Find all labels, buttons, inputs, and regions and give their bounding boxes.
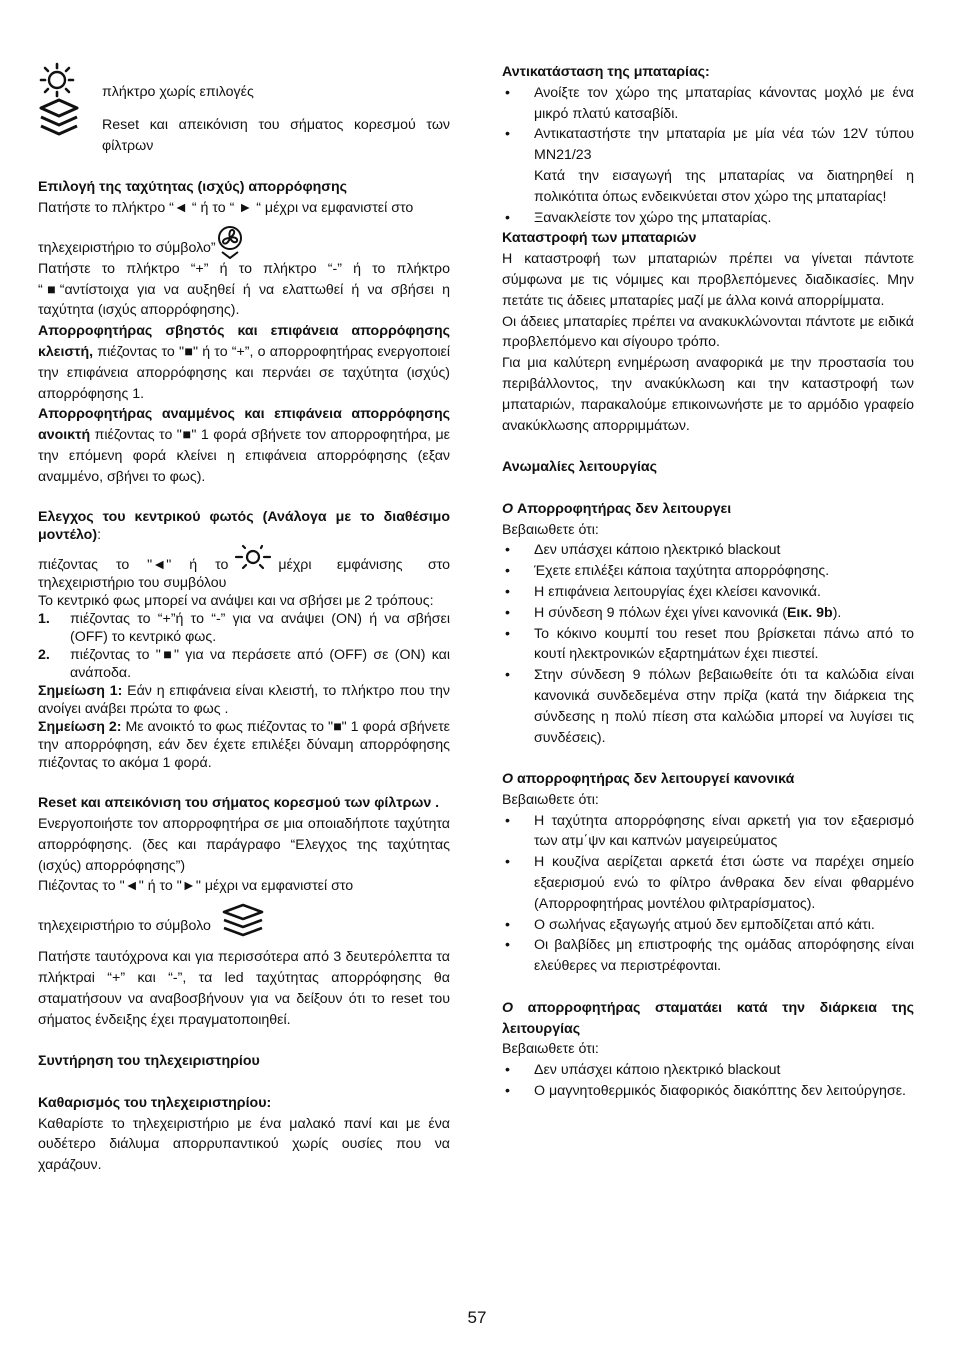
disposal-title: Καταστροφή των μπαταριών: [502, 230, 697, 247]
fault3-title: [502, 998, 914, 1040]
speed-p1b: τηλεχειριστήριο το σύμβολο”: [38, 239, 216, 256]
light-step: [38, 646, 450, 682]
title-text: απορροφητήρας δεν λειτουργεί κανονικά: [513, 771, 795, 788]
fault3-list: [502, 1060, 914, 1102]
disposal-p2: Οι άδειες μπαταρίες πρέπει να ανακυκλώνονται πάντοτε με ειδικά προβλεπόμενο και σίγουρο τρόπο.: [502, 313, 914, 351]
light-title: Ελεγχος του κεντρικού φωτός (Ανάλογα με το διαθέσιμο μοντέλο): [38, 509, 450, 544]
fault1-title: [502, 499, 914, 520]
speed-p4: πιέζοντας το "■" 1 φορά σβήνετε τον απορροφητήρα, με την επόμενη φορά κλείνει η επιφάνεια απορρόφησης (εξαν αναμμένο, σβήνει το φως).: [38, 427, 450, 485]
battery-steps-end: [502, 208, 914, 229]
light-p1-line: [38, 544, 450, 574]
title-o: O: [502, 771, 514, 788]
right-column: [502, 62, 914, 1102]
note2-text: Με ανοικτό το φως πιέζοντας το "■" 1 φορά σβήνετε την απορρόφηση, εάν δεν έχετε επιλέξει δύναμη απορρόφησης πιέζοντας το ακόμα 1 φορά.: [38, 719, 450, 772]
item-text-end: ).: [832, 604, 842, 621]
left-column: [38, 62, 450, 1176]
title-o: O: [502, 999, 514, 1016]
title-o: O: [502, 500, 514, 517]
cleaning-p1: Καθαρίστε το τηλεχειριστήριο με ένα μαλακό πανί και με ένα ουδέτερο διάλυμα απορρυπαντικού χωρίς ουσίες που να χαράζουν.: [38, 1115, 450, 1174]
list-item: • Δεν υπάσχει κάποιο ηλεκτρικό blackout: [502, 540, 914, 561]
fault1-check: Βεβαιωθετε ότι:: [502, 521, 599, 538]
speed-p1b-line: [38, 225, 450, 259]
disposal-p3: Για μια καλύτερη ενημέρωση αναφορικά με την προστασία του περιβάλλοντος, την ανακύκλωση και την καταστροφή των μπαταριών, παρακαλούμε επικοινωνήστε με το αρμόδιο γραφείο ανακύκλωσης απορριμμάτων.: [502, 355, 914, 434]
list-item: • Ο σωλήνας εξαγωγής ατμού δεν εμποδίζεται από κάτι.: [502, 915, 914, 936]
list-item: • Οι βαλβίδες μη επιστροφής της ομάδας απορόφησης είναι ελεύθερες να περιστρέφονται.: [502, 935, 914, 977]
light-note1: [38, 682, 450, 718]
filter-stack-icon: [38, 97, 80, 137]
battery-title: Αντικατάσταση της μπαταρίας:: [502, 64, 710, 80]
speed-p3-para: [38, 321, 450, 404]
light-step: [38, 610, 450, 646]
light-p1a: πιέζοντας το "◄" ή το: [38, 557, 229, 574]
reset-p2b-line: [38, 903, 450, 937]
reset-title: Reset και απεικόνιση του σήματος κορεσμού των φίλτρων .: [38, 795, 440, 812]
light-p1b: μέχρι εμφάνισης στο: [278, 557, 450, 574]
list-item: • Ο μαγνητοθερμικός διαφορικός διακόπτης δεν λειτούργησε.: [502, 1081, 914, 1102]
title-text: Απορροφητήρας δεν λειτουργει: [513, 500, 732, 517]
faults-title: Ανωμαλίες λειτουργίας: [502, 459, 658, 476]
fault2-check: Βεβαιωθετε ότι:: [502, 791, 599, 808]
step-number: 2.: [38, 647, 50, 664]
sun-legend-text: πλήκτρο χωρίς επιλογές: [102, 84, 254, 100]
fault1-list: [502, 540, 914, 748]
reset-legend-row: [38, 97, 450, 157]
disposal-p1: Η καταστροφή των μπαταριών πρέπει να γίνεται πάντοτε σύμφωνα με τις νόμιμες και προβλεπόμενες διαδικασίες. Μην πετάτε τις άδειες μπαταρίες μαζί με άλλα κοινά απορρίμματα.: [502, 251, 914, 309]
speed-p1a: Πατήστε το πλήκτρο “◄ “ ή το “ ► “ μέχρι να εμφανιστεί στο: [38, 199, 414, 216]
speed-p4-para: [38, 404, 450, 487]
step-text: πιέζοντας το “+”ή το “-” για να ανάψει (ON) ή να σβήσει (OFF) το κεντρικό φως.: [70, 611, 450, 646]
speed-p3: πιέζοντας το "■" ή το “+”, ο απορροφητήρας ενεργοποιεί την επιφάνεια απορρόφησης και περνάει σε ταχύτητα (ισχύς) απορρόφησης 1.: [38, 343, 450, 402]
note1-label: Σημείωση 1:: [38, 683, 123, 700]
figure-ref: Εικ. 9b: [786, 604, 833, 621]
fault2-title: [502, 769, 914, 790]
fan-icon: [216, 225, 244, 259]
reset-p3: Πατήστε ταυτόχρονα και για περισσότερα από 3 δευτερόλεπτα τα πλήκτραi “+” και “-”, τα led ταχύτητας απορρόφησης θα σταματήσουν να αναβοσβήνουν για να δείξουν ότι το reset του σήματος ένδειξης έχει πραγματοποιηθεί.: [38, 949, 450, 1028]
reset-p1: Ενεργοποιήστε τον απορροφητήρα σε μια οποιαδήποτε ταχύτητα απορρόφησης. (δες και παράγραφο “Ελεγχος της ταχύτητας (ισχύς) απορρόφησης”): [38, 815, 450, 874]
filter-stack-icon: [221, 903, 265, 937]
speed-p4-bold: Απορροφητήρας αναμμένος και επιφάνεια απορρόφησης ανοικτή: [38, 406, 450, 444]
list-item: • Αντικαταστήστε την μπαταρία με μία νέα τών 12V τύπου MN21/23: [502, 124, 914, 166]
cleaning-title: Καθαρισμός του τηλεχειριστηρίου:: [38, 1094, 272, 1111]
maintenance-title: Συντήρηση του τηλεχειριστηρίου: [38, 1053, 260, 1070]
light-steps: [38, 610, 450, 682]
speed-title: Επιλογή της ταχύτητας (ισχύς) απορρόφησης: [38, 179, 348, 196]
note1-text: Εάν η επιφάνεια είναι κλειστή, το πλήκτρο που την ανοίγει ανάβει πρώτα το φως .: [38, 683, 451, 718]
reset-p2b: τηλεχειριστήριο το σύμβολο: [38, 918, 211, 935]
light-p2: Το κεντρικό φως μπορεί να ανάψει και να σβήσει με 2 τρόπους:: [38, 593, 434, 610]
light-p1c: τηλεχειριστήριο του συμβόλου: [38, 575, 227, 592]
title-text: απορροφητήρας σταματάει κατά την διάρκεια της λειτουργίας: [502, 999, 914, 1037]
page-number: 57: [467, 1308, 487, 1327]
list-item: • Έχετε επιλέξει κάποια ταχύτητα απορρόφησης.: [502, 561, 914, 582]
item-text: Η σύνδεση 9 πόλων έχει γίνει κανονικά (: [534, 604, 787, 621]
list-item: • Το κόκινο κουμπί του reset που βρίσκεται πάνω από το κουτί ηλεκτρονικών εξαρτημάτων έχει πιεστεί.: [502, 624, 914, 666]
reset-p2a: Πιέζοντας το "◄" ή το "►" μέχρι να εμφανιστεί στο: [38, 878, 354, 895]
step-text: πιέζοντας το "■" για να περάσετε από (OFF) σε (ON) και ανάποδα.: [70, 647, 450, 682]
light-note2: [38, 718, 450, 772]
speed-p3-bold: Απορροφητήρας σβηστός και επιφάνεια απορρόφησης κλειστή,: [38, 323, 450, 360]
step-number: 1.: [38, 611, 50, 628]
light-icon: [232, 544, 274, 574]
list-item: • Δεν υπάσχει κάποιο ηλεκτρικό blackout: [502, 1060, 914, 1081]
sun-icon: [38, 62, 76, 98]
battery-b2-cont: Κατά την εισαγωγή της μπαταρίας να διατηρηθεί η πολικότιτα όπως ενδεικνύεται στον χώρο της μπαταρίας!: [534, 167, 914, 205]
fault2-list: [502, 811, 914, 977]
list-item: • Ανοίξτε τον χώρο της μπαταρίας κάνοντας μοχλό με ένα μικρό πλατύ κατσαβίδι.: [502, 83, 914, 125]
list-item: • Η ταχύτητα απορρόφησης είναι αρκετή για τον εξαερισμό των ατμ΄ψν και καπνών μαγειρεύματος: [502, 811, 914, 853]
reset-legend-text: Reset και απεικόνιση του σήματος κορεσμού των φίλτρων: [102, 116, 450, 154]
light-title-suffix: :: [97, 527, 102, 544]
light-title-para: [38, 508, 450, 544]
list-item: • Η επιφάνεια λειτουργίας έχει κλείσει κανονικά.: [502, 582, 914, 603]
list-item: [502, 603, 914, 624]
battery-steps: [502, 83, 914, 166]
list-item: • Η κουζίνα αερίζεται αρκετά έτσι ώστε να παρέχει σημείο εξαερισμού ενώ το φίλτρο άνθρακα δεν είναι φθαρμένο (Απορροφητήρας μοντέλου φιλτραρίσματος).: [502, 852, 914, 914]
fault3-check: Βεβαιωθετε ότι:: [502, 1041, 599, 1058]
note2-label: Σημείωση 2:: [38, 719, 122, 736]
speed-p2: Πατήστε το πλήκτρο “+” ή το πλήκτρο “-” ή το πλήκτρο “■“αντίστοιχα για να αυξηθεί ή να ελαττωθεί ή να σβήσει η ταχύτητα (ισχύς απορρόφησης).: [38, 260, 450, 319]
list-item: • Ξανακλείστε τον χώρο της μπαταρίας.: [502, 208, 914, 229]
light-section: [38, 508, 450, 772]
list-item: • Στην σύνδεση 9 πόλων βεβαιωθείτε ότι τα καλώδια είναι κανονικά συνδεδεμένα στην πρίζα (κατά την διάρκεια της σύνδεσης η πολύ πίεση στα καλώδια μπορεί να λυγίσει τις συνδέσεις).: [502, 665, 914, 748]
